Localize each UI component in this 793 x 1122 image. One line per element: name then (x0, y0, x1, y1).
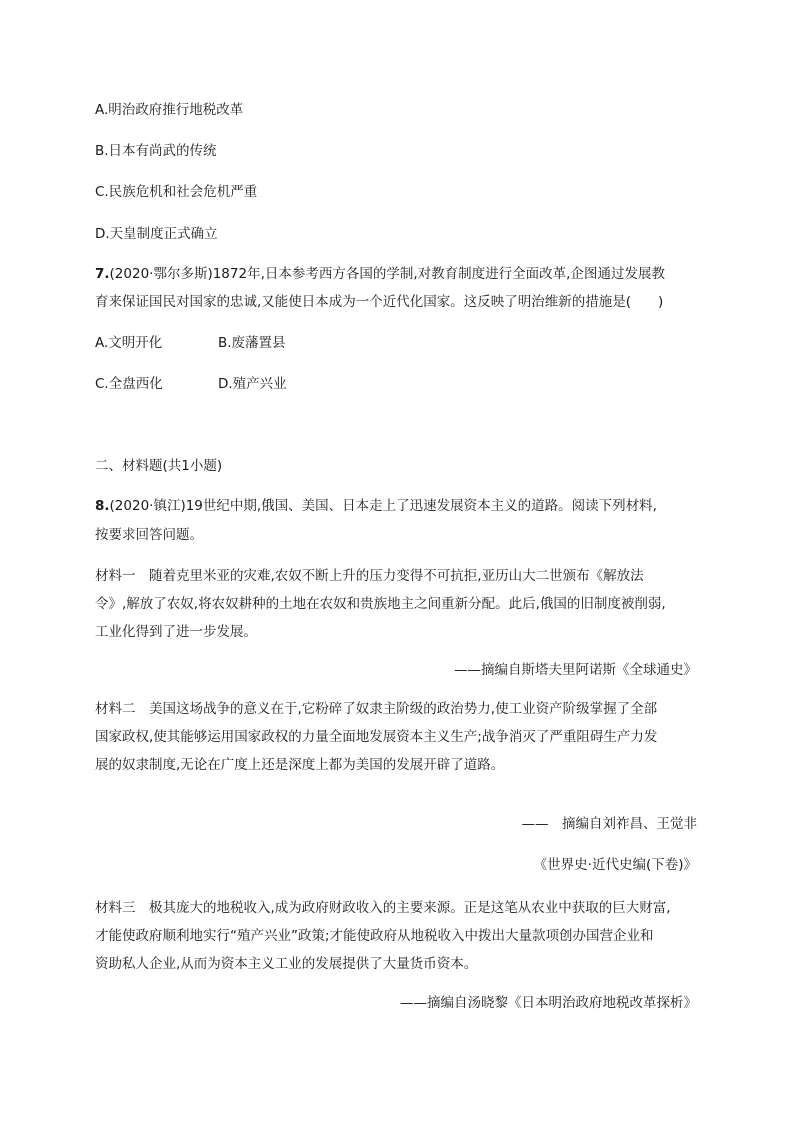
q7-option-a: A.文明开化 (95, 335, 163, 351)
material3-line2: 才能使政府顺利地实行“殖产兴业”政策;才能使政府从地税收入中拨出大量款项创办国营企业和 (95, 928, 654, 944)
material1-line1: 材料一 随着克里米亚的灾难,农奴不断上升的压力变得不可抗拒,亚历山大二世颁布《解放法 (95, 568, 644, 584)
material3-source: ——摘编自汤晓黎《日本明治政府地税改革探析》 (400, 995, 697, 1011)
material1-line2: 令》,解放了农奴,将农奴耕种的土地在农奴和贵族地主之间重新分配。此后,俄国的旧制度被削弱, (95, 596, 666, 612)
q6-option-b: B.日本有尚武的传统 (95, 143, 217, 159)
q7-number: 7. (95, 266, 110, 282)
q8-stem-line2: 按要求回答问题。 (95, 527, 203, 543)
material1-source: ——摘编自斯塔夫里阿诺斯《全球通史》 (454, 662, 697, 678)
q6-option-d: D.天皇制度正式确立 (95, 226, 218, 242)
material2-line2: 国家政权,使其能够运用国家政权的力量全面地发展资本主义生产;战争消灭了严重阻碍生产力发 (95, 729, 658, 745)
q7-option-c: C.全盘西化 (95, 376, 163, 392)
material2-line1: 材料二 美国这场战争的意义在于,它粉碎了奴隶主阶级的政治势力,使工业资产阶级掌握了全部 (95, 701, 658, 717)
q7-option-d: D.殖产兴业 (218, 376, 287, 392)
material2-line3: 展的奴隶制度,无论在广度上还是深度上都为美国的发展开辟了道路。 (95, 757, 505, 773)
q6-option-c: C.民族危机和社会危机严重 (95, 184, 258, 200)
q7-option-b: B.废藩置县 (218, 335, 286, 351)
material2-source-author: —— 摘编自刘祚昌、王觉非 (521, 816, 697, 832)
section-heading: 二、材料题(共1小题) (95, 458, 223, 474)
material2-source-title: 《世界史·近代史编(下卷)》 (533, 857, 697, 873)
q8-stem-line1: 8.(2020·镇江)19世纪中期,俄国、美国、日本走上了迅速发展资本主义的道路。阅读下列材料, (95, 498, 657, 514)
q7-stem-line1: 7.(2020·鄂尔多斯)1872年,日本参考西方各国的学制,对教育制度进行全面改革,企图通过发展教 (95, 266, 665, 282)
material1-line3: 工业化得到了进一步发展。 (95, 624, 257, 640)
q7-stem-line2: 育来保证国民对国家的忠诚,又能使日本成为一个近代化国家。这反映了明治维新的措施是( ) (95, 294, 664, 310)
q6-option-a: A.明治政府推行地税改革 (95, 102, 244, 118)
material3-line1: 材料三 极其庞大的地税收入,成为政府财政收入的主要来源。正是这笔从农业中获取的巨大财富, (95, 900, 671, 916)
material3-line3: 资助私人企业,从而为资本主义工业的发展提供了大量货币资本。 (95, 956, 478, 972)
q8-number: 8. (95, 498, 110, 514)
